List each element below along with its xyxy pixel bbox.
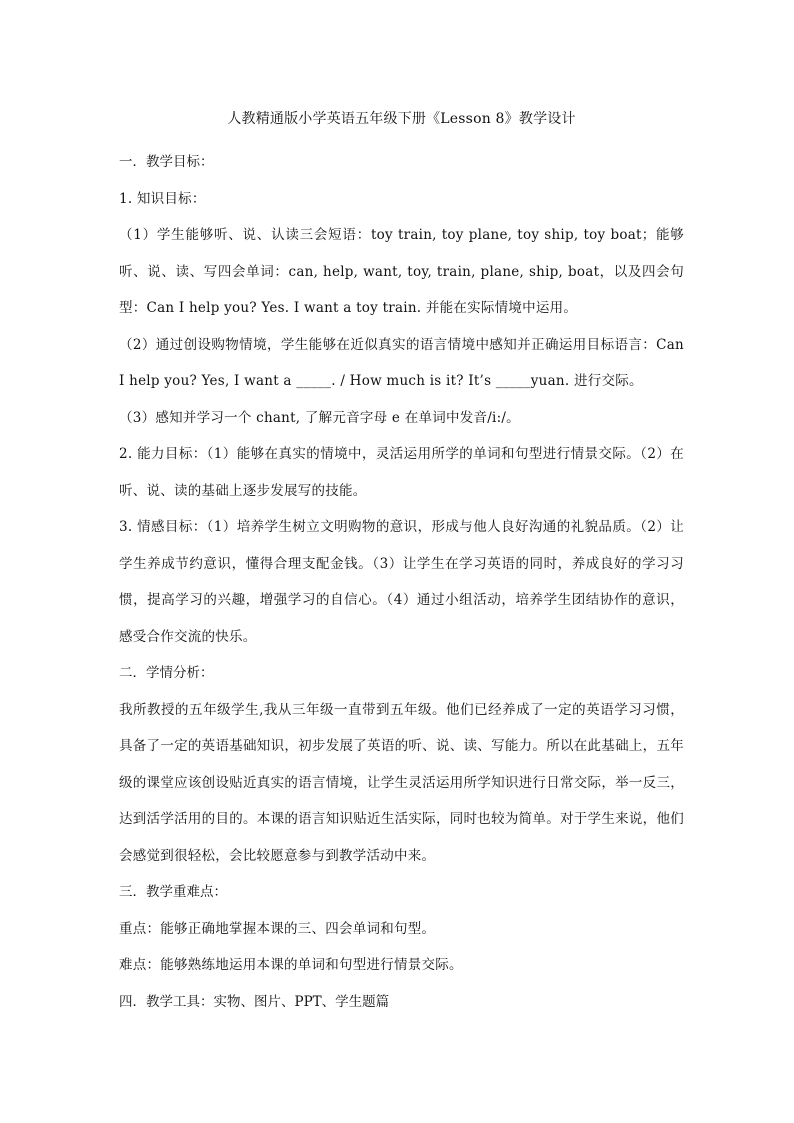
paragraph-emotion-goal: 3. 情感目标：（1）培养学生树立文明购物的意识，形成与他人良好沟通的礼貌品质。（2）让学生养成节约意识，懂得合理支配金钱。（3）让学生在学习英语的同时，养成良好的学习习惯，提高学习的兴趣，增强学习的自信心。（4）通过小组活动，培养学生团结协作的意识，感受合作交流的快乐。: [119, 519, 684, 645]
document-title: 人教精通版小学英语五年级下册《Lesson 8》教学设计: [227, 111, 576, 127]
section-heading-student-analysis: 二．学情分析：: [119, 665, 214, 681]
paragraph-knowledge-goal-label: 1. 知识目标：: [119, 190, 206, 207]
paragraph-difficult-point: 难点：能够熟练地运用本课的单词和句型进行情景交际。: [119, 957, 463, 973]
paragraph-knowledge-goal-2: （2）通过创设购物情境，学生能够在近似真实的语言情境中感知并正确运用目标语言：Can I help you? Yes, I want a _____. / How much is it? It’s _____yuan. 进行交际。: [119, 336, 684, 389]
section-heading-objectives: 一．教学目标：: [119, 154, 214, 170]
paragraph-key-point: 重点：能够正确地掌握本课的三、四会单词和句型。: [119, 920, 436, 937]
section-heading-key-points: 三．教学重难点：: [119, 884, 227, 900]
paragraph-knowledge-goal-3: （3）感知并学习一个 chant, 了解元音字母 e 在单词中发音/i:/。: [119, 409, 520, 426]
document-body: [119, 108, 684, 1020]
section-heading-teaching-tools: 四．教学工具：实物、图片、PPT、学生题篇: [119, 993, 390, 1010]
paragraph-student-analysis: 我所教授的五年级学生,我从三年级一直带到五年级。他们已经养成了一定的英语学习习惯，具备了一定的英语基础知识，初步发展了英语的听、说、读、写能力。所以在此基础上，五年级的课堂应该创设贴近真实的语言情境，让学生灵活运用所学知识进行日常交际，举一反三，达到活学活用的目的。本课的语言知识贴近生活实际，同时也较为简单。对于学生来说，他们会感觉到很轻松，会比较愿意参与到教学活动中来。: [119, 701, 684, 864]
paragraph-knowledge-goal-1: （1）学生能够听、说、认读三会短语：toy train, toy plane, toy ship, toy boat；能够听、说、读、写四会单词：can, help, want, toy, train, plane, ship, boat，以及四会句型：Can I help you? Yes. I want a toy train. 并能在实际情境中运用。: [119, 227, 684, 316]
paragraph-ability-goal: 2. 能力目标：（1）能够在真实的情境中，灵活运用所学的单词和句型进行情景交际。（2）在听、说、读的基础上逐步发展写的技能。: [119, 446, 684, 499]
